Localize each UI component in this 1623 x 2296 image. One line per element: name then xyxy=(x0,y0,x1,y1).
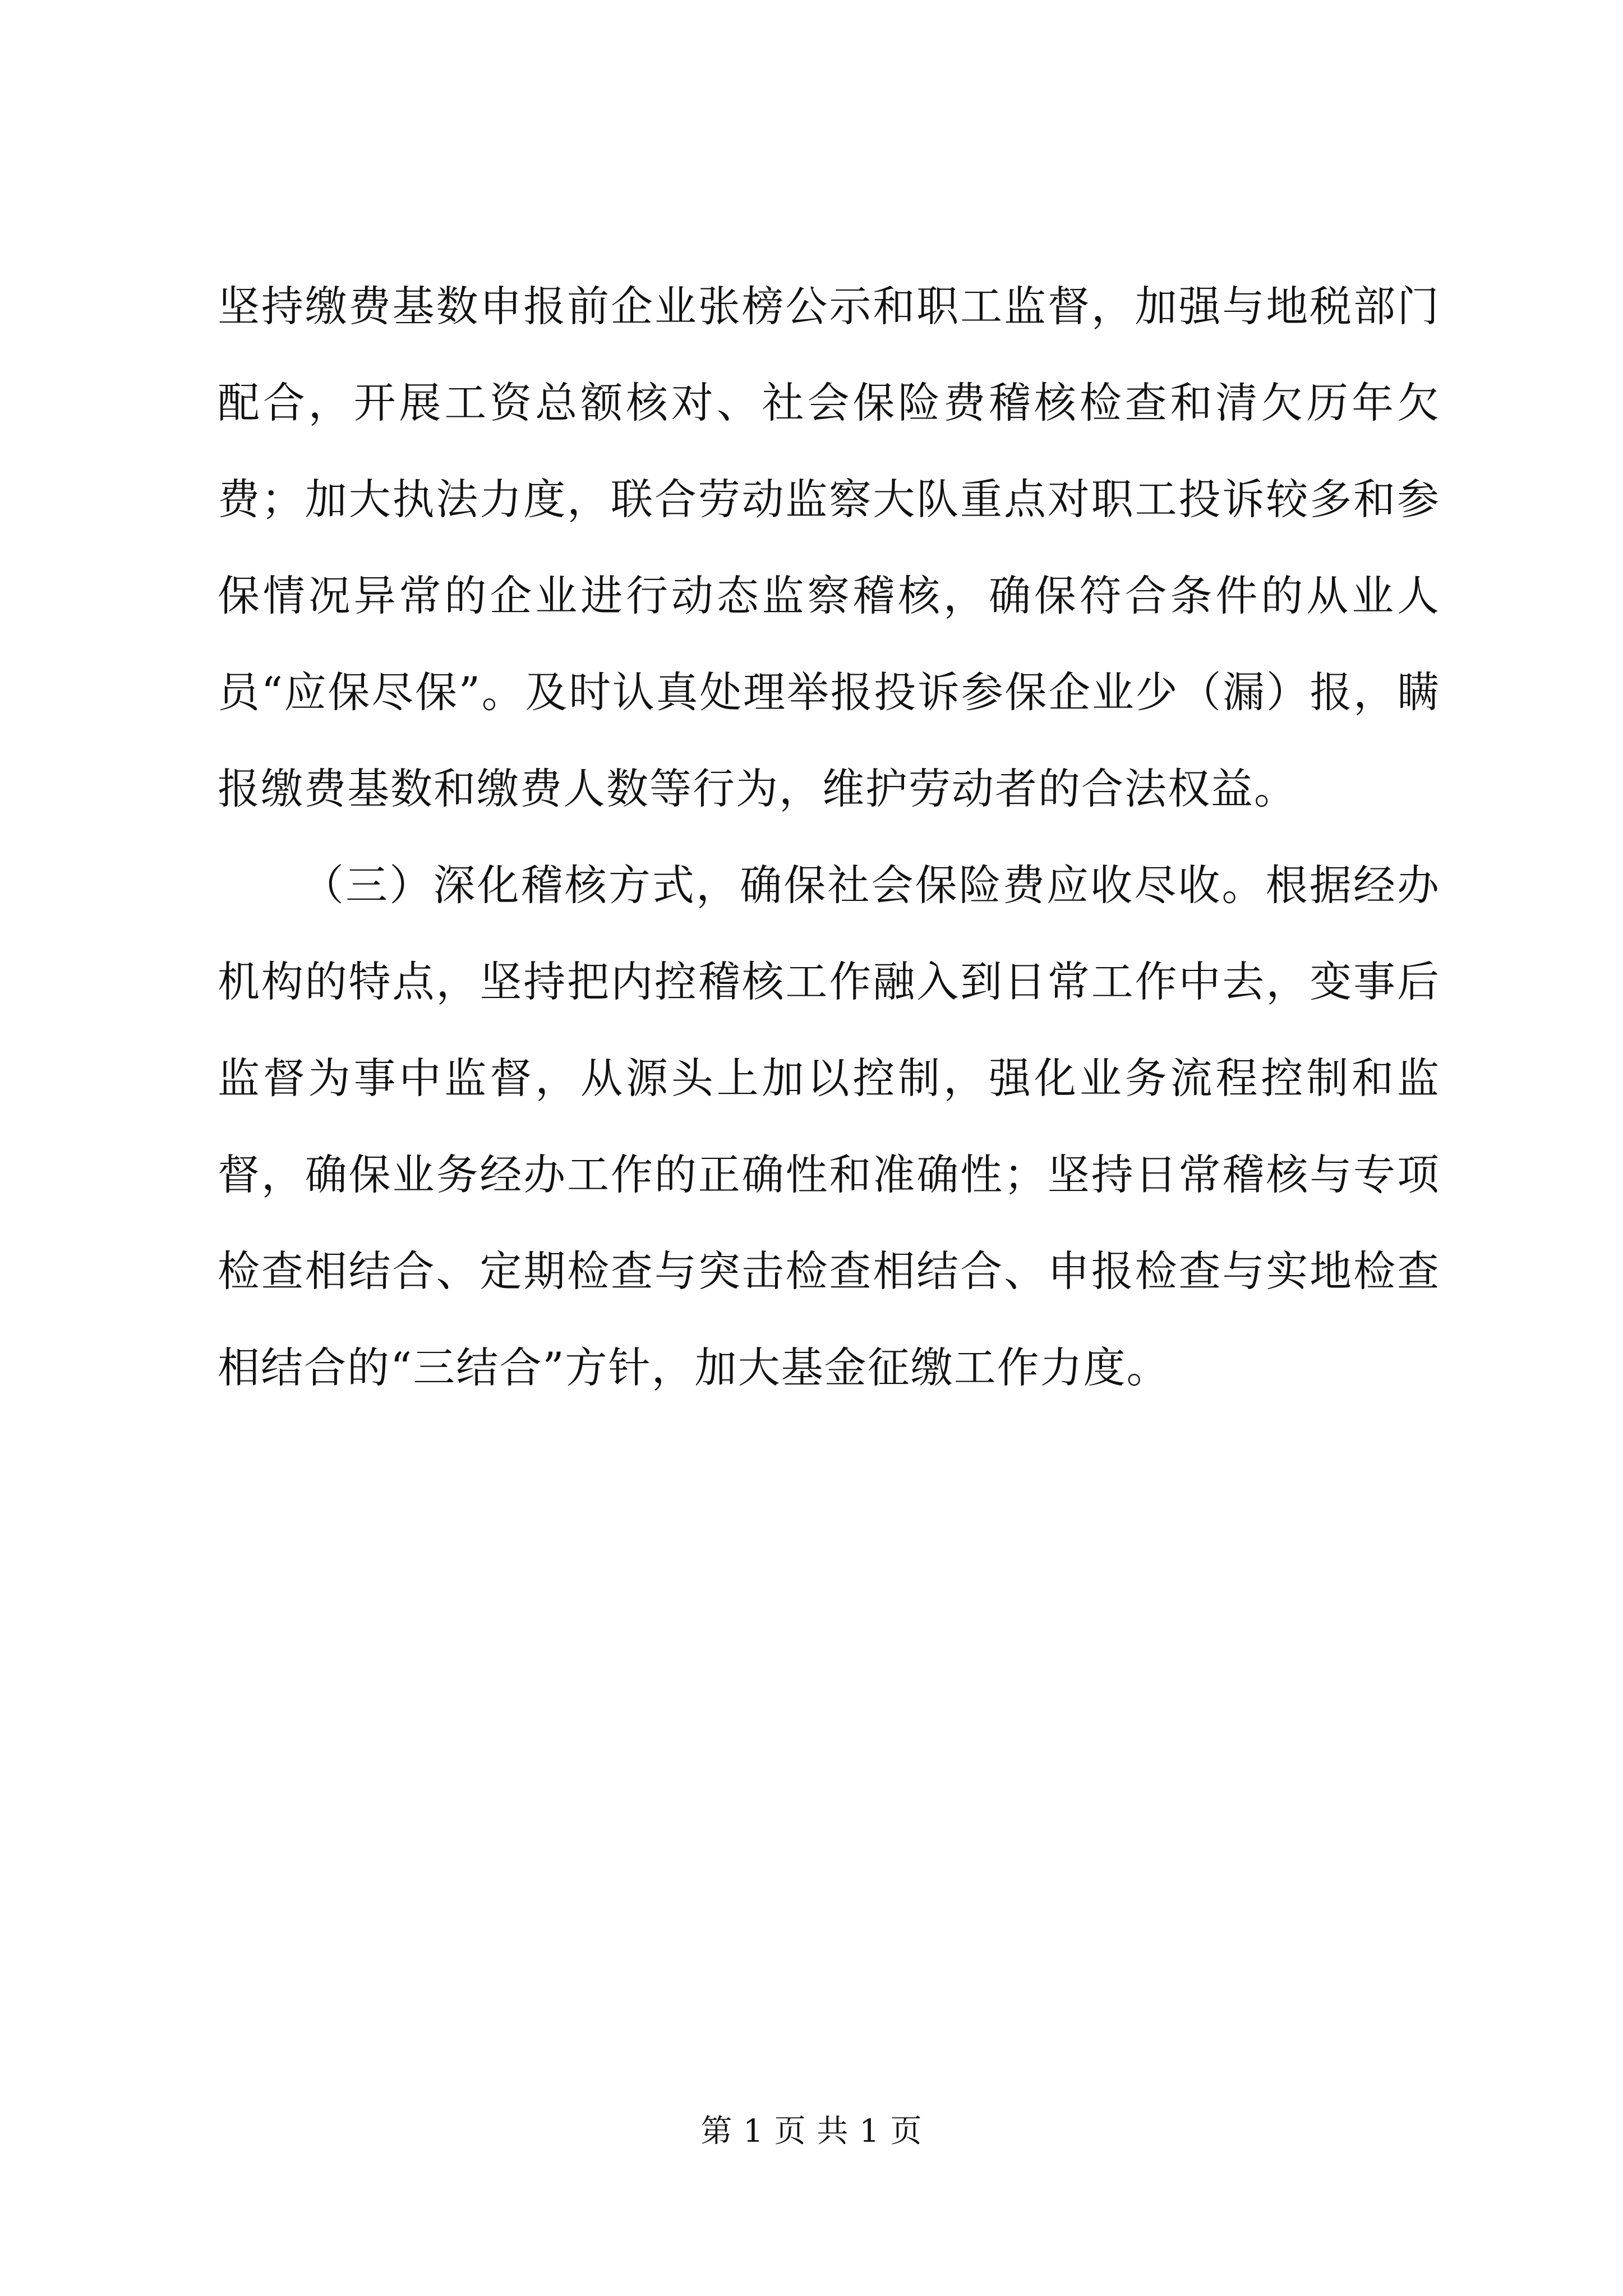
document-body xyxy=(218,258,1440,1416)
paragraph-section-three: （三）深化稽核方式，确保社会保险费应收尽收。根据经办机构的特点，坚持把内控稽核工作融入到日常工作中去，变事后监督为事中监督，从源头上加以控制，强化业务流程控制和监督，确保业务经办工作的正确性和准确性；坚持日常稽核与专项检查相结合、定期检查与突击检查相结合、申报检查与实地检查相结合的“三结合”方针，加大基金征缴工作力度。 xyxy=(218,861,1440,1392)
paragraph-continuation: 坚持缴费基数申报前企业张榜公示和职工监督，加强与地税部门配合，开展工资总额核对、社会保险费稽核检查和清欠历年欠费；加大执法力度，联合劳动监察大队重点对职工投诉较多和参保情况异常的企业进行动态监察稽核，确保符合条件的从业人员“应保尽保”。及时认真处理举报投诉参保企业少（漏）报，瞒报缴费基数和缴费人数等行为，维护劳动者的合法权益。 xyxy=(218,282,1440,813)
page-footer: 第 1 页 共 1 页 xyxy=(700,2113,923,2150)
